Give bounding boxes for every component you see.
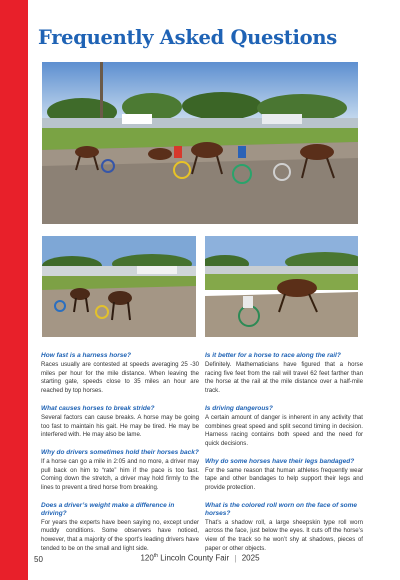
faq-item [205,352,363,396]
faq-answer: Races usually are contested at speeds averaging 25 -30 miles per hour for the mile distance. When leaving the starting gate, speeds close to 35 miles an hour are reached by top horses. [41,361,199,395]
red-side-bar [0,0,28,580]
faq-answer: That’s a shadow roll, a large sheepskin type roll worn across the face, just below the eyes. It cuts off the horse’s view of the track so he won’t shy at shadows, pieces of paper or other objects. [205,518,363,552]
faq-question: Why do drivers sometimes hold their horses back? [41,448,199,456]
faq-question: Is driving dangerous? [205,404,273,412]
faq-item [205,458,363,493]
faq-question: What is the colored roll worn on the face of some horses? [205,501,358,517]
footer-event [0,553,400,563]
faq-question: What causes horses to break stride? [41,404,155,412]
faq-answer: If a horse can go a mile in 2:05 and no more, a driver may pull back on him to “rate” him if the pace is too fast. Coming down the stretch, a driver may hold firmly to the lines to prevent a tired horse from breaking. [41,457,199,492]
faq-item [41,502,199,554]
faq-item [205,502,363,554]
faq-question: How fast is a harness horse? [41,352,131,359]
page-title: Frequently Asked Questions [38,26,337,49]
photo-race-right [205,236,358,337]
faq-item [205,405,363,449]
faq-item [41,449,199,493]
edition-suffix: th [153,553,159,559]
faq-answer: A certain amount of danger is inherent in any activity that combines great speed and split second timing in decision. Harness racing contains both speed and the need for quick decisions. [205,413,363,447]
event-name: Lincoln County Fair [160,553,230,563]
faq-column-left [41,352,199,563]
photo-race-main [42,62,358,224]
faq-item [41,352,199,396]
faq-item [41,405,199,440]
faq-question: Does a driver’s weight make a difference in driving? [41,501,175,517]
faq-answer: Several factors can cause breaks. A horse may be going too fast to maintain his gait. He may be tired. He may be interfered with. He may also be lame. [41,413,199,439]
faq-answer: For years the experts have been saying no, except under muddy conditions. Some observers have noticed, however, that a majority of the sport’s leading drivers have tended to be on the small and light side. [41,518,199,552]
faq-question: Is it better for a horse to race along the rail? [205,352,341,359]
page-number: 50 [34,555,43,564]
photo-race-left [42,236,196,337]
edition-number: 120 [140,553,154,563]
faq-answer: Definitely. Mathematicians have figured that a horse racing five feet from the rail will travel 62 feet farther than the horse at the rail at the mile distance over a half-mile track. [205,361,363,395]
faq-answer: For the same reason that human athletes frequently wear tape and other bandages to help support their legs and provide protection. [205,466,363,492]
faq-column-right [205,352,363,563]
footer-separator: | [234,553,237,563]
event-year: 2025 [241,553,260,563]
faq-question: Why do some horses have their legs bandaged? [205,457,355,465]
